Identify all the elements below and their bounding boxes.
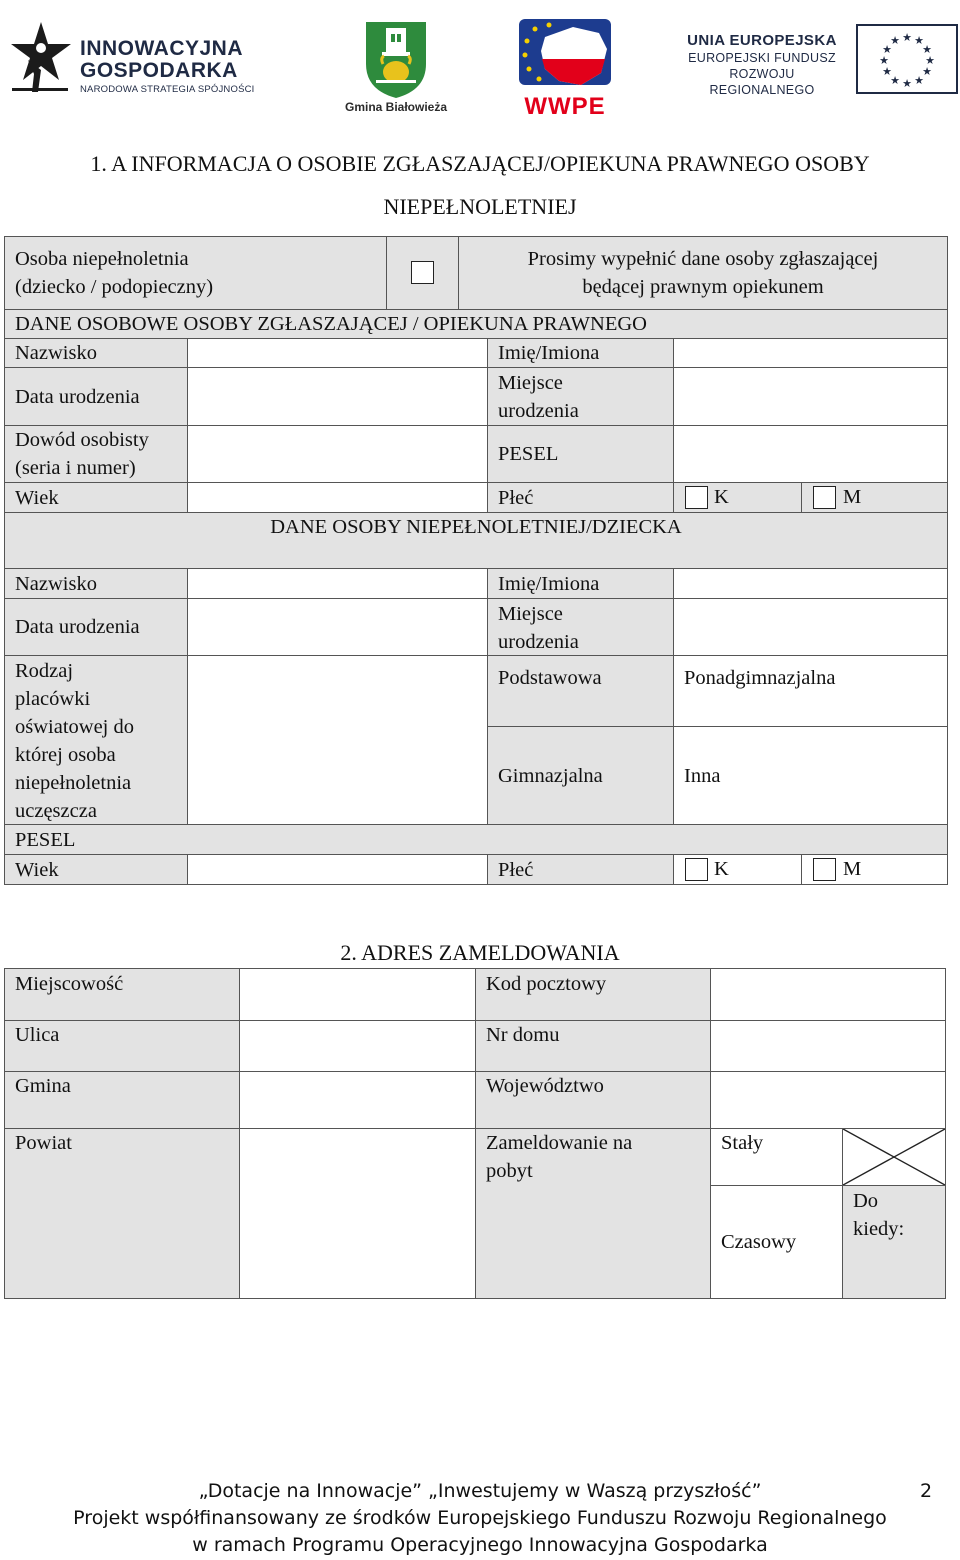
svg-text:★: ★ <box>890 74 900 87</box>
innowacyjna-gospodarka-logo <box>8 20 258 100</box>
child-birthdate-text: Data urodzenia <box>15 616 140 638</box>
guardian-birthplace-field[interactable] <box>673 367 948 426</box>
school-type-line1: Rodzaj <box>15 660 74 682</box>
guardian-sex-m-cell <box>801 482 948 513</box>
guardian-firstname-text: Imię/Imiona <box>498 342 600 364</box>
guardian-sex-k-label: K <box>714 486 729 508</box>
child-sex-m-checkbox[interactable] <box>813 858 836 881</box>
guardian-firstname-label <box>487 338 674 368</box>
svg-text:★: ★ <box>902 31 912 44</box>
voivodeship-field[interactable] <box>710 1071 946 1129</box>
school-lower-secondary-option[interactable] <box>487 726 674 825</box>
guardian-idcard-label <box>4 425 188 483</box>
registration-line2: pobyt <box>486 1160 533 1182</box>
voivodeship-label <box>475 1071 711 1129</box>
guardian-sex-m-label: M <box>843 486 862 508</box>
svg-text:★: ★ <box>914 34 924 47</box>
guardian-firstname-field[interactable] <box>673 338 948 368</box>
child-sex-text: Płeć <box>498 858 534 881</box>
child-sex-k-checkbox[interactable] <box>685 858 708 881</box>
svg-text:★: ★ <box>879 54 889 67</box>
child-surname-label <box>4 568 188 599</box>
logo-ue-line1: UNIA EUROPEJSKA <box>687 32 837 49</box>
minor-label-line1: Osoba niepełnoletnia <box>15 248 189 270</box>
registration-label <box>475 1128 711 1299</box>
child-firstname-label <box>487 568 674 599</box>
school-lower-secondary-text: Gimnazjalna <box>498 764 603 787</box>
guardian-birthdate-field[interactable] <box>187 367 488 426</box>
guardian-age-label <box>4 482 188 513</box>
temporary-text: Czasowy <box>721 1231 797 1253</box>
commune-text: Gmina <box>15 1075 71 1097</box>
school-other-text: Inna <box>684 764 721 787</box>
postal-code-label <box>475 968 711 1021</box>
note-line1: Prosimy wypełnić dane osoby zgłaszającej <box>527 248 879 270</box>
svg-text:★: ★ <box>882 65 892 78</box>
school-type-line2: placówki <box>15 688 91 710</box>
child-birthdate-label <box>4 598 188 656</box>
wwpe-logo <box>515 15 615 120</box>
svg-text:★: ★ <box>922 65 932 78</box>
guardian-idcard-line1: Dowód osobisty <box>15 429 149 451</box>
cross-out-icon <box>843 1129 945 1185</box>
svg-text:★: ★ <box>882 43 892 56</box>
svg-text:★: ★ <box>922 43 932 56</box>
logo-ue-line2: EUROPEJSKI FUNDUSZ <box>688 51 836 65</box>
child-sex-k-label: K <box>714 858 729 880</box>
child-age-text: Wiek <box>15 858 59 881</box>
gmina-caption: Gmina Białowieża <box>344 100 448 114</box>
guardian-pesel-text: PESEL <box>498 443 559 465</box>
child-birthplace-line1: Miejsce <box>498 603 563 625</box>
minor-label-cell <box>4 236 387 310</box>
guardian-birthplace-line1: Miejsce <box>498 372 563 394</box>
child-firstname-text: Imię/Imiona <box>498 572 600 595</box>
footer-line2: Projekt współfinansowany ze środków Europejskiego Funduszu Rozwoju Regionalnego <box>73 1507 887 1529</box>
child-birthplace-label <box>487 598 674 656</box>
school-type-line4: której osoba <box>15 744 116 766</box>
svg-text:★: ★ <box>914 74 924 87</box>
note-line2: będącej prawnym opiekunem <box>582 276 824 298</box>
school-type-line5: niepełnoletnia <box>15 772 132 794</box>
until-line1: Do <box>853 1190 879 1212</box>
minor-checkbox[interactable] <box>411 261 434 284</box>
logo-ig-line2: GOSPODARKA <box>80 59 238 82</box>
child-pesel-text: PESEL <box>15 828 76 851</box>
guardian-surname-field[interactable] <box>187 338 488 368</box>
town-label <box>4 968 240 1021</box>
commune-label <box>4 1071 240 1129</box>
school-primary-text: Podstawowa <box>498 667 602 689</box>
town-text: Miejscowość <box>15 973 124 995</box>
child-sex-label <box>487 854 674 885</box>
school-type-line6: uczęszcza <box>15 800 97 822</box>
child-firstname-field[interactable] <box>673 568 948 599</box>
until-field[interactable] <box>842 1185 946 1299</box>
child-header-text: DANE OSOBY NIEPEŁNOLETNIEJ/DZIECKA <box>270 516 682 538</box>
guardian-header <box>4 309 948 339</box>
section2-title: 2. ADRES ZAMELDOWANIA <box>340 940 620 965</box>
guardian-sex-text: Płeć <box>498 486 534 509</box>
school-upper-secondary-text: Ponadgimnazjalna <box>684 667 836 689</box>
eu-erdf-logo <box>676 22 960 97</box>
permanent-text: Stały <box>721 1132 764 1154</box>
school-other-option[interactable] <box>673 726 948 825</box>
guardian-birthdate-text: Data urodzenia <box>15 385 140 408</box>
star-figure-icon <box>8 20 74 98</box>
child-birthplace-field[interactable] <box>673 598 948 656</box>
guardian-idcard-field[interactable] <box>187 425 488 483</box>
postal-code-field[interactable] <box>710 968 946 1021</box>
child-header <box>4 512 948 569</box>
section1-title-line1: 1. A INFORMACJA O OSOBIE ZGŁASZAJĄCEJ/OPIEKUNA PRAWNEGO OSOBY <box>90 151 870 176</box>
postal-code-text: Kod pocztowy <box>486 973 607 995</box>
guardian-sex-label <box>487 482 674 513</box>
guardian-idcard-line2: (seria i numer) <box>15 457 136 479</box>
note-cell <box>458 236 948 310</box>
eu-flag-icon <box>856 24 958 96</box>
child-pesel-row[interactable] <box>4 824 948 855</box>
child-school-blank <box>187 655 488 825</box>
header-logos <box>0 0 960 125</box>
coat-of-arms-icon <box>336 18 456 98</box>
town-field[interactable] <box>239 968 476 1021</box>
gmina-bialowieza-logo <box>336 18 456 118</box>
permanent-option[interactable] <box>710 1128 843 1186</box>
guardian-sex-k-cell <box>673 482 802 513</box>
house-no-label <box>475 1020 711 1072</box>
child-sex-m-cell <box>801 854 948 885</box>
permanent-crossed-cell <box>842 1128 946 1186</box>
street-field[interactable] <box>239 1020 476 1072</box>
county-label <box>4 1128 240 1299</box>
child-birthdate-field[interactable] <box>187 598 488 656</box>
guardian-pesel-field[interactable] <box>673 425 948 483</box>
minor-label-line2: (dziecko / podopieczny) <box>15 276 214 298</box>
child-age-label <box>4 854 188 885</box>
svg-text:★: ★ <box>902 77 912 90</box>
wwpe-text: WWPE <box>524 93 606 120</box>
page-number: 2 <box>920 1480 933 1502</box>
guardian-header-text: DANE OSOBOWE OSOBY ZGŁASZAJĄCEJ / OPIEKUNA PRAWNEGO <box>15 313 647 335</box>
section1-title-line2: NIEPEŁNOLETNIEJ <box>383 194 577 219</box>
until-line2: kiedy: <box>853 1218 905 1240</box>
svg-text:★: ★ <box>890 34 900 47</box>
footer-line1: „Dotacje na Innowacje” „Inwestujemy w Waszą przyszłość” <box>198 1480 762 1502</box>
guardian-pesel-label <box>487 425 674 483</box>
logo-ig-line3: NARODOWA STRATEGIA SPÓJNOŚCI <box>80 84 255 95</box>
child-age-field[interactable] <box>187 854 488 885</box>
street-label <box>4 1020 240 1072</box>
house-no-field[interactable] <box>710 1020 946 1072</box>
house-no-text: Nr domu <box>486 1024 560 1046</box>
minor-checkbox-cell <box>386 236 459 310</box>
guardian-birthdate-label <box>4 367 188 426</box>
guardian-age-text: Wiek <box>15 486 59 509</box>
school-type-line3: oświatowej do <box>15 716 134 738</box>
street-text: Ulica <box>15 1024 60 1046</box>
county-field[interactable] <box>239 1128 476 1299</box>
school-primary-option[interactable] <box>487 655 674 727</box>
svg-text:★: ★ <box>925 54 935 67</box>
county-text: Powiat <box>15 1132 72 1154</box>
temporary-option[interactable] <box>710 1185 843 1299</box>
guardian-sex-k-checkbox[interactable] <box>685 486 708 509</box>
commune-field[interactable] <box>239 1071 476 1129</box>
school-upper-secondary-option[interactable] <box>673 655 948 727</box>
guardian-sex-m-checkbox[interactable] <box>813 486 836 509</box>
child-surname-field[interactable] <box>187 568 488 599</box>
guardian-birthplace-label <box>487 367 674 426</box>
guardian-surname-label <box>4 338 188 368</box>
footer-line3: w ramach Programu Operacyjnego Innowacyjna Gospodarka <box>192 1534 768 1556</box>
registration-line1: Zameldowanie na <box>486 1132 633 1154</box>
guardian-birthplace-line2: urodzenia <box>498 400 579 422</box>
child-school-type-label <box>4 655 188 825</box>
guardian-surname-text: Nazwisko <box>15 342 97 364</box>
voivodeship-text: Województwo <box>486 1075 604 1097</box>
logo-ue-line3: ROZWOJU REGIONALNEGO <box>709 67 815 97</box>
child-surname-text: Nazwisko <box>15 572 97 595</box>
guardian-age-field[interactable] <box>187 482 488 513</box>
poland-map-flag-icon <box>515 15 615 95</box>
logo-ig-line1: INNOWACYJNA <box>80 37 244 60</box>
child-birthplace-line2: urodzenia <box>498 631 579 653</box>
child-sex-k-cell <box>673 854 802 885</box>
child-sex-m-label: M <box>843 858 862 880</box>
